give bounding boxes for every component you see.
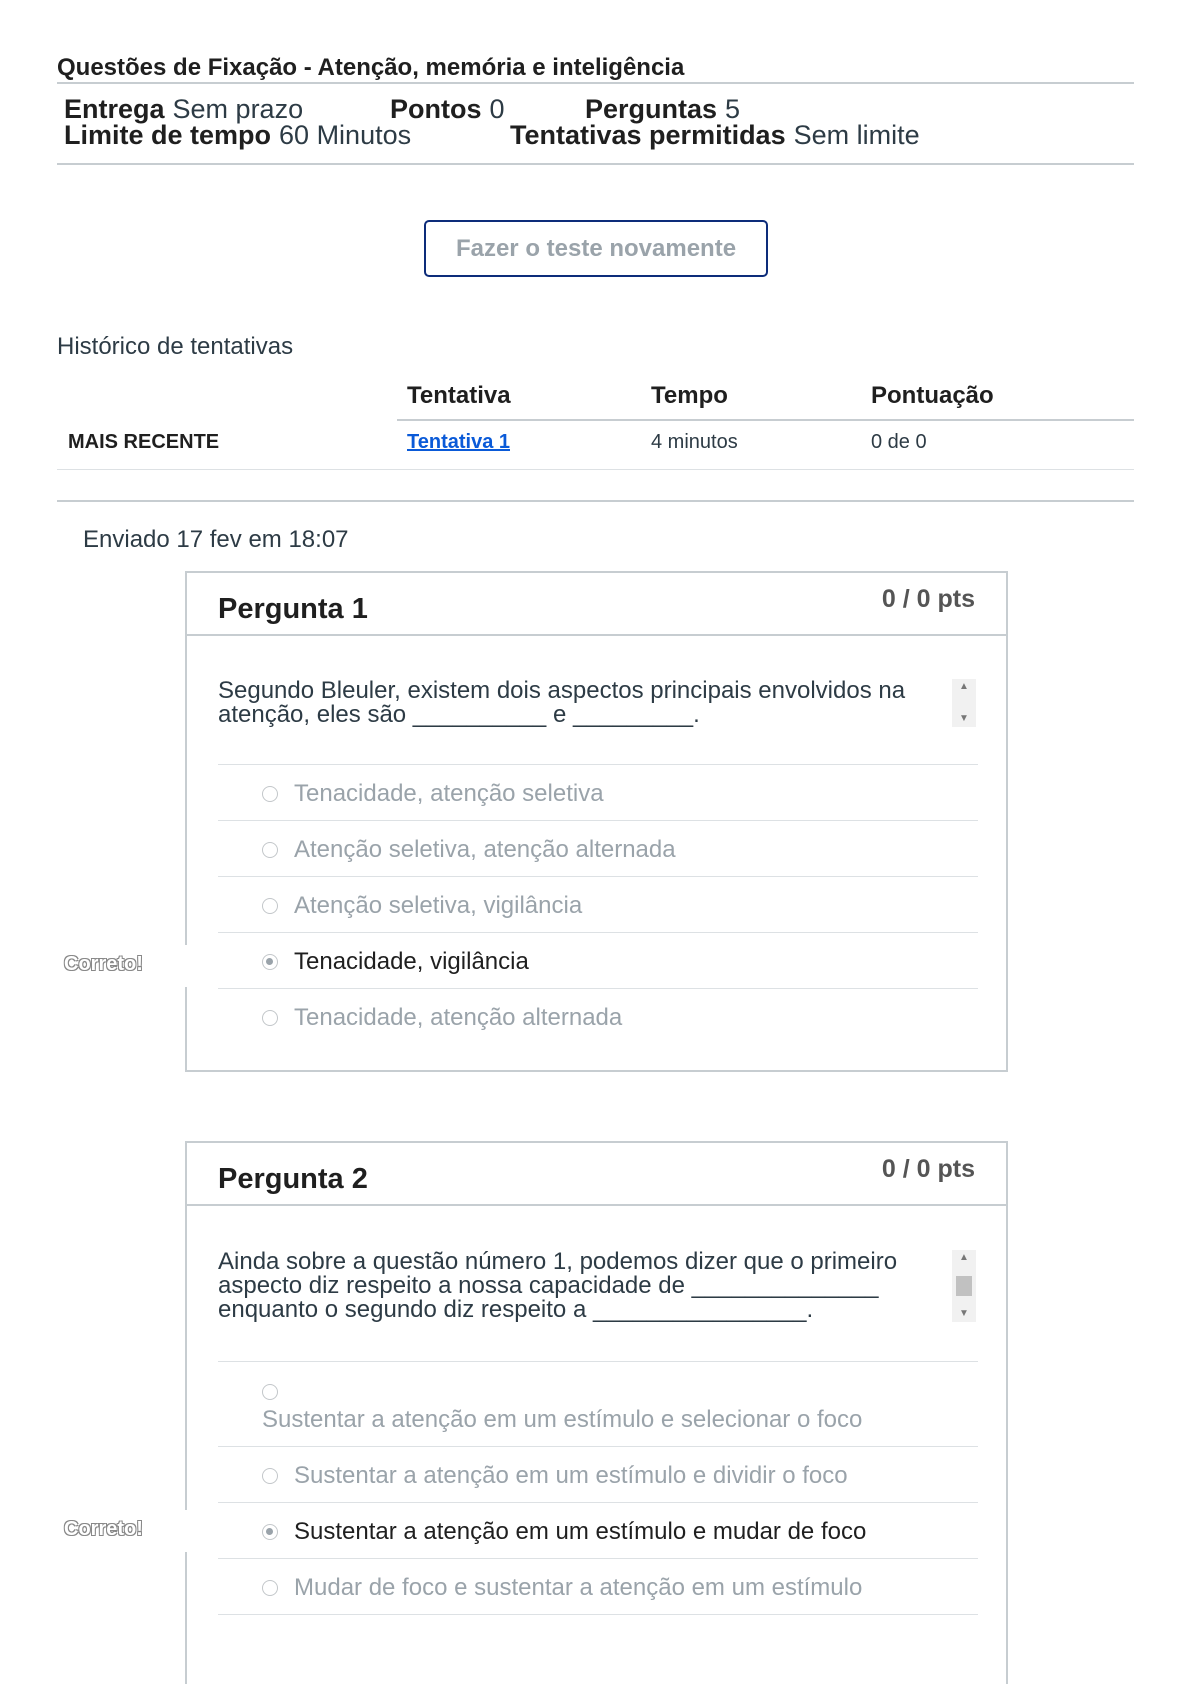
section-divider (57, 500, 1134, 502)
question-card-1 (185, 571, 1008, 1072)
question-text (218, 679, 953, 727)
header-divider (57, 163, 1134, 165)
answer-option[interactable] (218, 988, 978, 1044)
questions-value: 5 (725, 94, 741, 124)
question-header (187, 573, 1006, 636)
attempts-info (510, 120, 920, 151)
correct-marker-gap (183, 945, 189, 987)
radio-button-icon[interactable] (262, 1580, 278, 1596)
scroll-thumb[interactable] (956, 1276, 972, 1296)
quiz-title: Questões de Fixação - Atenção, memória e inteligência (57, 54, 685, 81)
answer-label: Atenção seletiva, vigilância (294, 892, 583, 919)
question-scrollbar[interactable] (952, 1250, 976, 1322)
answer-label: Tenacidade, atenção alternada (294, 1004, 623, 1031)
attempt-history-label: Histórico de tentativas (57, 333, 294, 360)
answer-label: Tenacidade, atenção seletiva (294, 780, 604, 807)
answer-option-divider (218, 1614, 978, 1670)
points-value: 0 (489, 94, 505, 124)
attempts-label: Tentativas permitidas (510, 120, 786, 150)
question-points: 0 / 0 pts (881, 1155, 975, 1183)
radio-button-selected-icon[interactable] (262, 1524, 278, 1540)
attempt-link[interactable]: Tentativa 1 (407, 431, 510, 453)
due-value: Sem prazo (172, 94, 304, 124)
question-text-line: aspecto diz respeito a nossa capacidade de ______________ (218, 1272, 879, 1299)
most-recent-tag: MAIS RECENTE (68, 431, 220, 453)
answer-label: Tenacidade, vigilância (294, 948, 529, 975)
radio-button-icon[interactable] (262, 1010, 278, 1026)
answer-option[interactable] (218, 876, 978, 932)
title-divider (57, 82, 1134, 84)
due-label: Entrega (64, 94, 165, 124)
retake-quiz-button[interactable]: Fazer o teste novamente (424, 220, 768, 277)
radio-button-icon[interactable] (262, 842, 278, 858)
question-text-line: Segundo Bleuler, existem dois aspectos principais envolvidos na (218, 677, 906, 704)
radio-button-icon[interactable] (262, 1468, 278, 1484)
answer-option-selected[interactable] (218, 932, 978, 988)
answer-option[interactable] (218, 764, 978, 820)
question-text (218, 1250, 953, 1322)
answer-option[interactable] (218, 820, 978, 876)
scroll-down-icon[interactable]: ▼ (959, 713, 969, 724)
answer-label: Atenção seletiva, atenção alternada (294, 836, 676, 863)
answer-option[interactable] (218, 1446, 978, 1502)
question-title: Pergunta 2 (218, 1163, 368, 1195)
time-limit-label: Limite de tempo (64, 120, 272, 150)
radio-button-selected-icon[interactable] (262, 954, 278, 970)
correct-marker-gap (183, 1510, 189, 1552)
radio-button-icon[interactable] (262, 786, 278, 802)
answer-label: Sustentar a atenção em um estímulo e dividir o foco (294, 1462, 848, 1489)
column-header-time: Tempo (651, 382, 728, 409)
question-scrollbar[interactable] (952, 679, 976, 727)
history-row-divider (57, 469, 1134, 470)
scroll-up-icon[interactable]: ▲ (959, 1252, 969, 1263)
correct-answer-marker: Correto! (64, 953, 143, 975)
radio-button-icon[interactable] (262, 898, 278, 914)
column-header-score: Pontuação (871, 382, 994, 409)
history-header-divider (397, 419, 1134, 421)
answer-option[interactable] (218, 1361, 978, 1446)
points-label: Pontos (390, 94, 482, 124)
question-points: 0 / 0 pts (881, 585, 975, 613)
scroll-up-icon[interactable]: ▲ (959, 681, 969, 692)
question-title: Pergunta 1 (218, 593, 368, 625)
answer-option-selected[interactable] (218, 1502, 978, 1558)
column-header-attempt: Tentativa (407, 382, 511, 409)
question-text-line: Ainda sobre a questão número 1, podemos dizer que o primeiro (218, 1248, 898, 1275)
questions-label: Perguntas (585, 94, 718, 124)
time-limit-info (64, 120, 411, 151)
attempt-score: 0 de 0 (871, 431, 927, 453)
question-text-line: atenção, eles são __________ e _________. (218, 701, 700, 728)
answer-label: Mudar de foco e sustentar a atenção em um estímulo (294, 1574, 863, 1601)
question-header (187, 1143, 1006, 1206)
answer-option[interactable] (218, 1558, 978, 1614)
scroll-down-icon[interactable]: ▼ (959, 1308, 969, 1319)
answer-label: Sustentar a atenção em um estímulo e mudar de foco (294, 1518, 867, 1545)
time-limit-value: 60 Minutos (279, 120, 412, 150)
radio-button-icon[interactable] (262, 1384, 278, 1400)
submitted-timestamp: Enviado 17 fev em 18:07 (83, 526, 349, 553)
attempts-value: Sem limite (793, 120, 920, 150)
correct-answer-marker: Correto! (64, 1518, 143, 1540)
question-text-line: enquanto o segundo diz respeito a ________________. (218, 1296, 814, 1323)
answer-label: Sustentar a atenção em um estímulo e selecionar o foco (262, 1406, 863, 1433)
attempt-time: 4 minutos (651, 431, 738, 453)
question-card-2 (185, 1141, 1008, 1684)
